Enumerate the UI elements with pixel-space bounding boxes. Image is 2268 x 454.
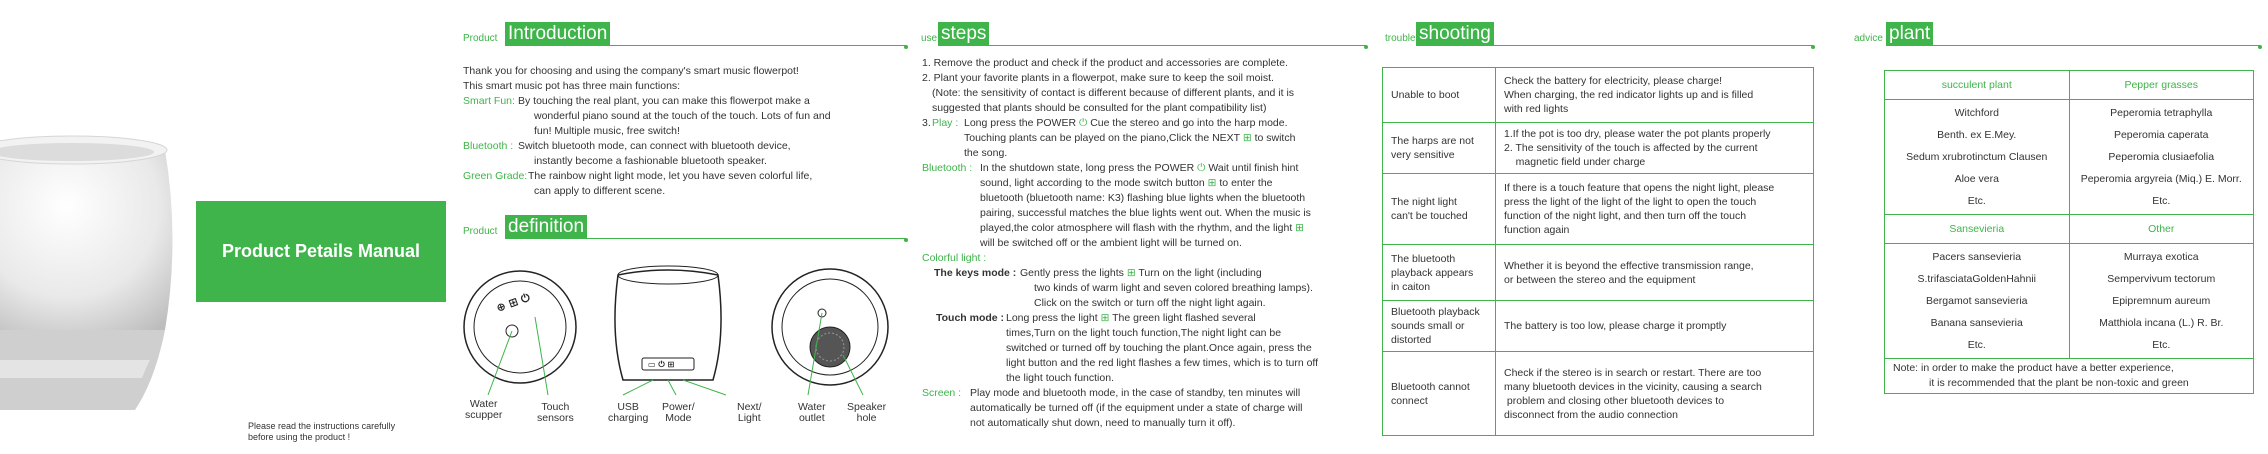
plant-list <box>1885 244 2070 359</box>
label-line: outlet <box>798 412 825 424</box>
note-line: Note: in order to make the product have a better experience, <box>1893 362 2174 374</box>
label-line: Water <box>798 401 826 413</box>
solution-line: When charging, the red indicator lights up and is filled <box>1504 89 1754 101</box>
heading-dot <box>904 45 908 49</box>
solution-line: or between the stereo and the equipment <box>1504 273 1696 286</box>
plant-item: Epipremnum aureum <box>2112 295 2211 307</box>
manual-title: Product Petails Manual <box>221 241 421 261</box>
problem-line: The bluetooth <box>1391 252 1456 265</box>
trouble-problem <box>1383 123 1496 174</box>
solution-line: problem and closing other bluetooth devices to <box>1504 394 1725 407</box>
solution-line: disconnect from the audio connection <box>1504 408 1678 421</box>
plant-item: Etc. <box>2152 339 2171 351</box>
plant-list <box>1885 100 2070 215</box>
solution-line: function again <box>1504 224 1570 236</box>
screen-label: Screen : <box>922 387 962 399</box>
bluetooth-line: Wait until finish hint <box>1208 162 1299 174</box>
plant-note <box>1885 359 2254 394</box>
cover-panel <box>0 0 458 454</box>
solution-line: Check the battery for electricity, please charge! <box>1504 75 1723 87</box>
problem-line: The night light <box>1391 196 1457 208</box>
trouble-solution <box>1496 174 1814 245</box>
play-line: Long press the POWER <box>964 117 1077 129</box>
play-line: the song. <box>964 147 1008 159</box>
screen-line: not automatically shut down, need to manually turn it off). <box>970 417 1236 429</box>
smart-fun-label: Smart Fun: <box>463 95 515 107</box>
intro-text <box>463 64 903 199</box>
screen-step <box>922 386 1372 431</box>
label-line: Light <box>737 412 761 424</box>
plant-item: Banana sansevieria <box>1930 317 2023 329</box>
light-key-icon: ⊞ <box>1100 312 1110 324</box>
heading-prefix: Product <box>463 33 498 44</box>
trouble-solution <box>1496 301 1814 352</box>
heading-title: Introduction <box>505 22 610 46</box>
label-line: Speaker <box>847 401 887 413</box>
label-speaker-hole <box>847 402 886 424</box>
group-title: Other <box>2069 215 2254 244</box>
step-line: 1. Remove the product and check if the product and accessories are complete. <box>922 57 1288 69</box>
intro-panel <box>458 0 916 454</box>
label-usb-charging <box>608 402 648 424</box>
bluetooth-line: pairing, successful matches the blue lights went out. When the music is <box>980 207 1311 219</box>
play-label: Play : <box>932 117 959 129</box>
step-line: suggested that plants should be consulted for the plant compatibility list) <box>932 102 1267 114</box>
solution-line: with red lights <box>1504 103 1569 115</box>
heading-prefix: trouble <box>1385 33 1416 44</box>
intro-p1: Thank you for choosing and using the company's smart music flowerpot! <box>463 65 799 77</box>
label-line: Mode <box>665 412 692 424</box>
trouble-row <box>1383 301 1814 352</box>
touch-line: switched or turned off by touching the plant.Once again, press the <box>1006 342 1312 354</box>
intro-p2: This smart music pot has three main functions: <box>463 80 681 92</box>
solution-line: press the light of the light of the light to open the touch <box>1504 196 1757 208</box>
play-line: Touching plants can be played on the piano,Click the NEXT <box>964 132 1240 144</box>
label-line: USB <box>617 401 639 413</box>
heading-rule <box>505 238 906 239</box>
plant-item: Peperomia clusiaefolia <box>2108 151 2215 163</box>
note-line: it is recommended that the plant be non-toxic and green <box>1929 377 2189 389</box>
plant-item: Etc. <box>2152 195 2171 207</box>
svg-text:▭ ⏻ ⊞: ▭ ⏻ ⊞ <box>648 360 675 369</box>
plant-item: Bergamot sansevieria <box>1925 295 2028 307</box>
plant-item: Witchford <box>1954 107 1999 119</box>
solution-line: many bluetooth devices in the vicinity, causing a search <box>1504 380 1762 393</box>
plant-item: Peperomia caperata <box>2113 129 2209 141</box>
touch-line: The green light flashed several <box>1112 312 1256 324</box>
trouble-problem <box>1383 68 1496 123</box>
trouble-row <box>1383 174 1814 245</box>
light-key-icon: ⊞ <box>1126 267 1136 279</box>
keys-line: Gently press the lights <box>1020 267 1124 279</box>
plant-item: Etc. <box>1967 195 1986 207</box>
plant-item: S.trifasciataGoldenHahnii <box>1917 273 2036 285</box>
trouble-problem <box>1383 174 1496 245</box>
smart-fun-item <box>463 94 903 139</box>
power-key-icon: ⏻ <box>1197 162 1206 174</box>
keys-line: two kinds of warm light and seven colored breathing lamps). <box>1034 282 1313 294</box>
green-grade-label: Green Grade: <box>463 170 528 182</box>
touch-mode <box>922 311 1372 386</box>
trouble-solution <box>1496 123 1814 174</box>
problem-line: connect <box>1391 394 1428 407</box>
group-title: Sansevieria <box>1885 215 2070 244</box>
power-key-icon: ⏻ <box>1078 117 1088 129</box>
trouble-row <box>1383 68 1814 123</box>
group-title: Pepper grasses <box>2069 71 2254 100</box>
troubleshooting-heading <box>1376 20 1821 46</box>
bluetooth-line: bluetooth (bluetooth name: K3) flashing blue lights when the bluetooth <box>980 192 1306 204</box>
problem-line: Bluetooth playback <box>1391 306 1480 318</box>
bluetooth-label: Bluetooth : <box>922 162 973 174</box>
label-water-scupper <box>465 399 502 421</box>
problem-line: distorted <box>1391 334 1432 346</box>
heading-prefix: use <box>921 33 938 44</box>
label-line: Touch <box>541 401 570 413</box>
steps-panel <box>916 0 1376 454</box>
heading-prefix: Product <box>463 226 498 237</box>
heading-prefix: advice <box>1854 33 1883 44</box>
plant-table <box>1884 70 2254 394</box>
touch-line: the light touch function. <box>1006 372 1114 384</box>
play-line: Cue the stereo and go into the harp mode. <box>1090 117 1288 129</box>
heading-rule <box>1416 45 1813 46</box>
heading-dot <box>1364 45 1368 49</box>
label-next-light <box>737 402 762 424</box>
label-line: charging <box>608 412 649 424</box>
heading-title: definition <box>505 215 587 239</box>
label-line: sensors <box>537 412 574 424</box>
plant-item: Peperomia tetraphylla <box>2110 107 2213 119</box>
green-grade-line: The rainbow night light mode, let you have seven colorful life, <box>528 170 813 182</box>
trouble-problem <box>1383 245 1496 301</box>
label-line: Power/ <box>662 401 695 413</box>
play-step <box>922 116 1372 161</box>
smart-fun-line: fun! Multiple music, free switch! <box>534 125 680 137</box>
manual-title-banner <box>196 201 446 302</box>
play-number: 3. <box>922 117 931 129</box>
top-view-diagram <box>464 271 576 395</box>
label-line: Water <box>469 398 498 410</box>
cover-note-line1: Please read the instructions carefully <box>248 421 396 431</box>
problem-line: The harps are not <box>1391 135 1474 147</box>
solution-line: If there is a touch feature that opens the night light, please <box>1504 182 1775 194</box>
step-line: (Note: the sensitivity of contact is different because of different plants, and it is <box>932 87 1295 99</box>
plant-item: Benth. ex E.Mey. <box>1937 129 2017 141</box>
problem-line: Unable to boot <box>1391 89 1460 101</box>
problem-line: sounds small or <box>1391 320 1465 332</box>
colorful-light-label: Colorful light : <box>922 252 987 264</box>
label-power-mode <box>662 402 695 424</box>
plant-item: Aloe vera <box>1954 173 1999 185</box>
touch-mode-label: Touch mode : <box>936 312 1005 324</box>
bluetooth-line: instantly become a fashionable bluetooth speaker. <box>534 155 767 167</box>
bluetooth-item <box>463 139 903 169</box>
bluetooth-line: In the shutdown state, long press the POWER <box>980 162 1195 174</box>
bluetooth-line: will be switched off or the ambient light will be turned on. <box>980 237 1242 249</box>
heading-rule <box>938 45 1366 46</box>
group-title: succulent plant <box>1885 71 2070 100</box>
problem-line: playback appears <box>1391 266 1474 279</box>
label-touch-sensors <box>537 402 574 424</box>
smart-fun-line: wonderful piano sound at the touch of the touch. Lots of fun and <box>534 110 831 122</box>
cover-note <box>248 421 395 443</box>
bluetooth-line: played,the color atmosphere will flash with the rhythm, and the light <box>980 222 1293 234</box>
touch-line: Long press the light <box>1006 312 1098 324</box>
plant-item: Matthiola incana (L.) R. Br. <box>2099 317 2224 329</box>
troubleshooting-table <box>1382 67 1814 436</box>
side-view-diagram <box>615 266 726 395</box>
play-line: to switch <box>1254 132 1296 144</box>
solution-line: Whether it is beyond the effective transmission range, <box>1504 259 1754 272</box>
bluetooth-line: sound, light according to the mode switch button <box>980 177 1205 189</box>
plant-item: Etc. <box>1967 339 1986 351</box>
screen-line: automatically be turned off (if the equipment under a state of charge will <box>970 402 1303 414</box>
screen-line: Play mode and bluetooth mode, in the case of standby, ten minutes will <box>970 387 1301 399</box>
next-key-icon: ⊞ <box>1242 132 1252 144</box>
solution-line: 2. The sensitivity of the touch is affected by the current <box>1504 142 1758 154</box>
flowerpot-illustration <box>0 120 180 440</box>
steps-heading <box>916 20 1376 46</box>
trouble-problem <box>1383 352 1496 436</box>
label-line: hole <box>856 412 877 424</box>
keys-line: Click on the switch or turn off the night light again. <box>1034 297 1266 309</box>
trouble-solution <box>1496 352 1814 436</box>
plant-item: Pacers sansevieria <box>1932 251 2022 263</box>
heading-rule <box>505 45 906 46</box>
definition-heading <box>458 213 916 239</box>
smart-fun-line: By touching the real plant, you can make this flowerpot make a <box>518 95 810 107</box>
bluetooth-step <box>922 161 1372 251</box>
cover-note-line2: before using the product ! <box>248 432 351 442</box>
trouble-solution <box>1496 68 1814 123</box>
heading-title: plant <box>1886 22 1933 46</box>
touch-line: times,Turn on the light touch function,The night light can be <box>1006 327 1282 339</box>
problem-line: can't be touched <box>1391 210 1468 222</box>
keys-mode-label: The keys mode : <box>934 267 1017 279</box>
light-key-icon: ⊞ <box>1295 222 1304 234</box>
trouble-row <box>1383 352 1814 436</box>
trouble-problem <box>1383 301 1496 352</box>
heading-dot <box>2258 45 2262 49</box>
label-water-outlet <box>798 402 826 424</box>
label-line: Next/ <box>737 401 762 413</box>
bluetooth-label: Bluetooth : <box>463 140 514 152</box>
plant-list <box>2069 244 2254 359</box>
steps-text <box>922 56 1372 431</box>
problem-line: very sensitive <box>1391 149 1455 161</box>
introduction-heading <box>458 20 916 46</box>
heading-title: steps <box>938 22 989 46</box>
heading-dot <box>904 238 908 242</box>
heading-dot <box>1811 45 1815 49</box>
green-grade-item <box>463 169 903 199</box>
problem-line: in caiton <box>1391 280 1431 293</box>
trouble-solution <box>1496 245 1814 301</box>
touch-line: light button and the red light flashes a few times, which is to turn off <box>1006 357 1319 369</box>
solution-line: Check if the stereo is in search or restart. There are too <box>1504 366 1762 379</box>
mode-key-icon: ⊞ <box>1207 177 1217 189</box>
plant-item: Murraya exotica <box>2123 251 2199 263</box>
solution-line: 1.If the pot is too dry, please water the pot plants properly <box>1504 128 1771 140</box>
solution-line: function of the night light, and then turn off the touch <box>1504 210 1747 222</box>
green-grade-line: can apply to different scene. <box>534 185 666 197</box>
problem-line: Bluetooth cannot <box>1391 380 1470 393</box>
plant-item: Peperomia argyreia (Miq.) E. Morr. <box>2080 173 2242 185</box>
svg-text:⊕ ⊞ ⏻: ⊕ ⊞ ⏻ <box>494 290 532 315</box>
plant-list <box>2069 100 2254 215</box>
trouble-row <box>1383 245 1814 301</box>
bluetooth-line: to enter the <box>1219 177 1273 189</box>
advice-panel <box>1821 0 2268 454</box>
troubleshooting-panel <box>1376 0 1821 454</box>
plant-item: Sedum xrubrotinctum Clausen <box>1906 151 2048 163</box>
keys-line: Turn on the light (including <box>1138 267 1262 279</box>
plant-item: Sempervivum tectorum <box>2107 273 2216 285</box>
step-line: 2. Plant your favorite plants in a flowerpot, make sure to keep the soil moist. <box>922 72 1274 84</box>
heading-title: shooting <box>1416 22 1494 46</box>
advice-heading <box>1821 20 2268 46</box>
keys-mode <box>922 266 1372 311</box>
heading-rule <box>1886 45 2260 46</box>
solution-line: magnetic field under charge <box>1504 156 1646 168</box>
bluetooth-line: Switch bluetooth mode, can connect with bluetooth device, <box>518 140 791 152</box>
label-line: scupper <box>465 409 503 421</box>
bottom-view-diagram <box>772 269 888 395</box>
product-diagram <box>458 255 916 415</box>
trouble-row <box>1383 123 1814 174</box>
solution-line: The battery is too low, please charge it promptly <box>1504 320 1727 332</box>
